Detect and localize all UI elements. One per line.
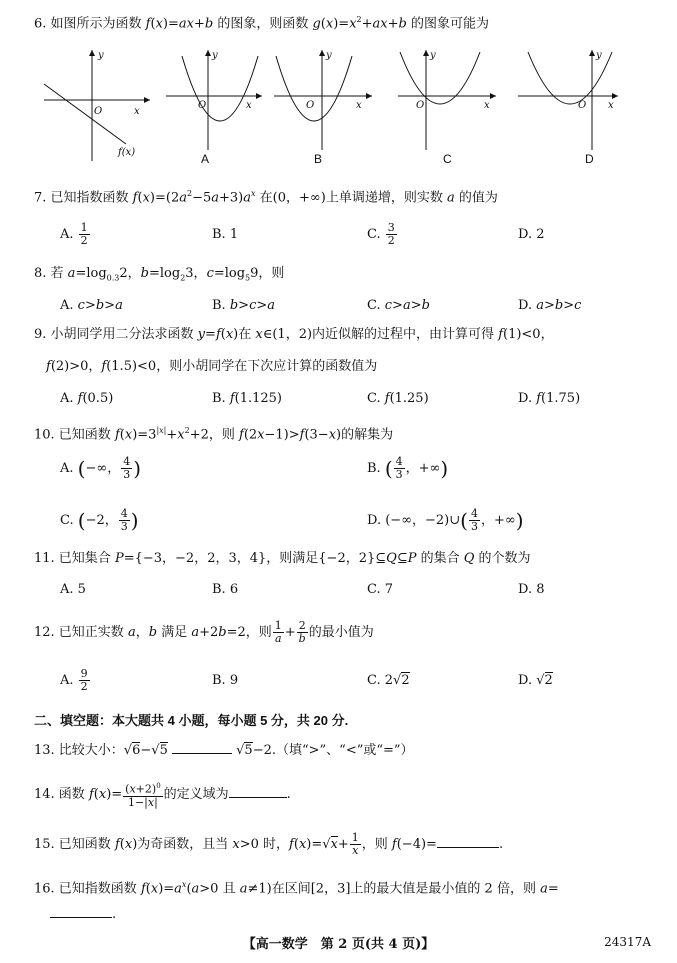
svg-text:x: x [246,100,252,111]
section-fill-in-blank: 二、填空题：本大题共 4 小题，每小题 5 分，共 20 分. [34,713,349,728]
q9-option-a[interactable]: A. f(0.5) [60,391,114,406]
svg-text:O: O [306,100,315,111]
svg-text:O: O [416,100,425,111]
q11-stem: 11. 已知集合 P={−3，−2，2，3，4}，则满足{−2，2}⊆Q⊆P 的集合 Q 的个数为 [34,551,531,566]
caption-a: A [201,152,210,166]
q12-stem: 12. 已知正实数 a，b 满足 a+2b=2，则 $\frac{1}{a}$ + $\frac{2}{b}$ 的最小值为 [34,619,374,645]
caption-d: D [585,152,594,166]
q8-stem: 8. 若 $a=\log_{0.3}2$，$b=\log_23$，$c=\log_59$，则 [34,266,285,283]
svg-text:y: y [596,50,602,61]
caption-b: B [314,152,323,166]
q10-option-a[interactable]: A. (−∞， $\frac{4}{3}$ ) [60,455,142,481]
q8-option-b[interactable]: B. b>c>a [212,298,276,313]
q7-option-d[interactable]: D. 2 [518,227,545,242]
svg-text:y: y [430,50,436,61]
svg-text:y: y [98,50,104,61]
q9-option-c[interactable]: C. f(1.25) [367,391,429,406]
svg-text:x: x [484,100,490,111]
q10-option-d[interactable]: D. (−∞，−2)∪( $\frac{4}{3}$ ，+∞) [367,507,524,533]
graph-d [514,46,626,156]
q15-stem: 15. 已知函数 f(x)为奇函数，且当 x>0 时，f(x)=√x+ $\frac{1}{x}$ ，则 f(−4)= . [34,831,504,857]
q9-line2: f(2)>0，f(1.5)<0，则小胡同学在下次应计算的函数值为 [46,359,378,374]
svg-text:O: O [578,100,587,111]
q11-option-c[interactable]: C. 7 [367,582,394,597]
q10-stem: 10. 已知函数 $f(x)=3^{|x|}+x^2+2$，则 f(2x−1)>f(3−x)的解集为 [34,426,394,443]
q16-blank[interactable] [50,917,112,918]
graph-fx [38,46,158,166]
svg-text:x: x [134,106,140,117]
q8-option-c[interactable]: C. c>a>b [367,298,430,313]
paper-code: 24317A [604,935,651,949]
q8-option-d[interactable]: D. a>b>c [518,298,582,313]
q11-option-b[interactable]: B. 6 [212,582,239,597]
q7-stem: 7. 已知指数函数 $f(x)=(2a^2-5a+3)a^x$ 在(0，+∞)上单调递增，则实数 a 的值为 [34,189,498,206]
graph-a [160,46,272,156]
q7-option-a[interactable]: A. $\frac{1}{2}$ [60,221,88,247]
q12-option-c[interactable]: C. 2√2 [367,673,410,688]
caption-c: C [443,152,452,166]
q12-option-a[interactable]: A. $\frac{9}{2}$ [60,667,88,693]
q10-option-c[interactable]: C. (−2， $\frac{4}{3}$ ) [60,507,139,533]
q10-option-b[interactable]: B. ( $\frac{4}{3}$ ，+∞) [367,455,449,481]
q11-option-a[interactable]: A. 5 [60,582,86,597]
q13-blank[interactable] [172,753,232,754]
svg-text:y: y [212,50,218,61]
q14-stem: 14. 函数 f(x)= $\frac{(x+2)^0}{1-|x|}$ 的定义域为 . [34,782,291,809]
q7-option-b[interactable]: B. 1 [212,227,239,242]
page-footer: 【高一数学 第 2 页(共 4 页)】 [242,937,435,952]
svg-text:x: x [608,100,614,111]
svg-text:y: y [326,50,332,61]
q6-stem: 6. 如图所示为函数 f(x)=ax+b 的图象，则函数 $g(x)=x^2+ax+b$ 的图象可能为 [34,15,489,32]
q13-stem: 13. 比较大小：√6−√5 √5−2.（填“>”、“<”或“=”） [34,743,414,758]
q11-option-d[interactable]: D. 8 [518,582,545,597]
q8-option-a[interactable]: A. c>b>a [60,298,123,313]
q14-blank[interactable] [229,797,287,798]
graph-b [272,46,384,156]
q12-option-d[interactable]: D. √2 [518,673,553,688]
q9-line1: 9. 小胡同学用二分法求函数 y=f(x)在 x∈(1，2)内近似解的过程中，由计算可得 f(1)<0， [34,327,554,342]
svg-text:O: O [94,106,103,117]
q16-line1: 16. 已知指数函数 $f(x)=a^x(a>0$ 且 a≠1)在区间[2，3]上的最大值是最小值的 2 倍，则 a= [34,880,559,897]
q9-option-d[interactable]: D. f(1.75) [518,391,581,406]
q15-blank[interactable] [437,847,499,848]
svg-text:x: x [356,100,362,111]
graph-c [392,46,504,156]
q16-line2: . [50,906,116,924]
graph-fx-label: f(x) [118,147,136,158]
q7-option-c[interactable]: C. $\frac{3}{2}$ [367,221,395,247]
svg-text:O: O [198,100,207,111]
q9-option-b[interactable]: B. f(1.125) [212,391,283,406]
q12-option-b[interactable]: B. 9 [212,673,239,688]
